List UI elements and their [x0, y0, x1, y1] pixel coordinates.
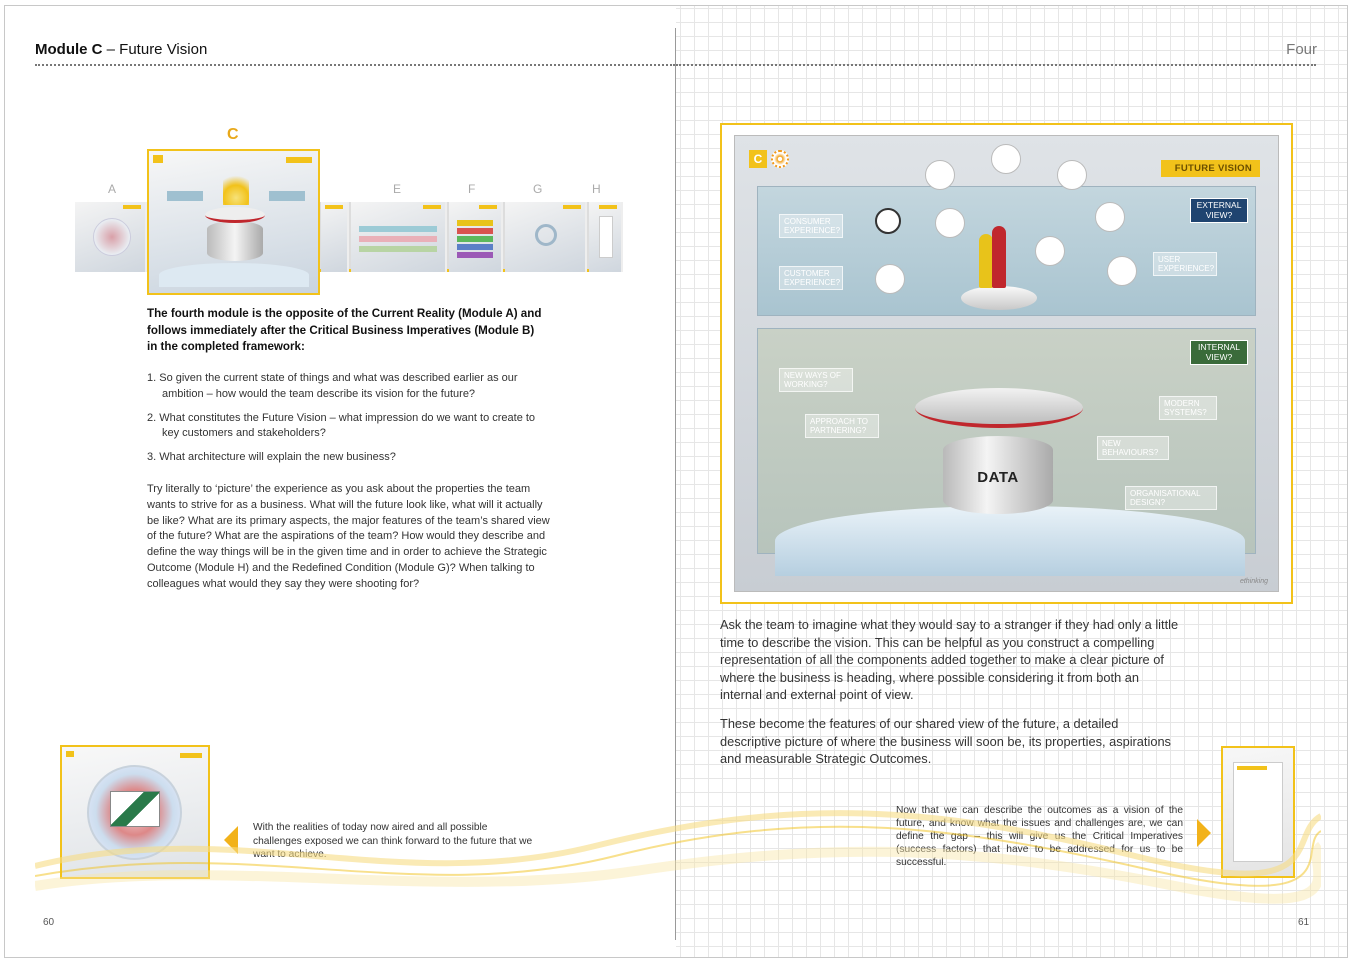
right-page	[676, 6, 1348, 958]
mobile-phone-icon	[925, 160, 955, 190]
module-letter-c: C	[227, 126, 239, 143]
module-d-thumbnail[interactable]	[321, 202, 349, 272]
question-list	[147, 371, 547, 474]
user-experience-label: USER EXPERIENCE?	[1153, 252, 1217, 276]
new-ways-label: NEW WAYS OF WORKING?	[779, 368, 853, 392]
module-letter-e: E	[393, 182, 402, 196]
module-c-badge: C	[749, 150, 767, 168]
question-item: 3. What architecture will explain the new business?	[147, 451, 396, 464]
module-g-thumbnail[interactable]	[505, 202, 587, 272]
shopping-bag-icon	[1057, 160, 1087, 190]
modern-systems-label: MODERN SYSTEMS?	[1159, 396, 1217, 420]
data-cylinder: DATA	[943, 436, 1053, 514]
globe-graphic	[775, 506, 1245, 576]
top-platform-graphic	[961, 286, 1037, 310]
platform-graphic	[915, 388, 1083, 428]
previous-arrow-icon[interactable]	[224, 826, 238, 854]
external-view-label: EXTERNAL VIEW?	[1190, 198, 1248, 223]
body-text-2: These become the features of our shared view of the future, a detailed descriptive picture of where the business will soon be, its properties, aspirations and measurable Strategic Outcomes.	[720, 716, 1171, 766]
body-text: Try literally to ‘picture’ the experience as you ask about the properties the team wants to strive for as a business. What will the future look like, what will it actually be like? What are its primary aspects, the major features of the team’s shared view of the future? What are the aspirations of the team? How would they describe and define the way things will be in the given time and in order to achieve the Strategic Outcome (Module H) and the Redefined Condition (Module G)? When talking to colleagues what would they say they were shooting for?	[147, 483, 550, 590]
module-a-preview-thumbnail[interactable]	[60, 745, 210, 879]
approach-label: APPROACH TO PARTNERING?	[805, 414, 879, 438]
module-h-thumbnail[interactable]	[589, 202, 623, 272]
next-arrow-icon[interactable]	[1197, 819, 1211, 847]
module-letter-f: F	[468, 182, 476, 196]
module-d-preview-thumbnail[interactable]	[1221, 746, 1295, 878]
page-number-left: 60	[43, 917, 55, 928]
future-vision-banner: FUTURE VISION	[1161, 160, 1260, 177]
chapter-label: Four	[1286, 41, 1317, 58]
page-header-title: Module C – Future Vision	[35, 41, 208, 58]
figure-red-graphic	[992, 226, 1006, 288]
football-icon	[875, 208, 901, 234]
customer-experience-label: CUSTOMER EXPERIENCE?	[779, 266, 843, 290]
intro-text: The fourth module is the opposite of the Current Reality (Module A) and follows immediately after the Critical Business Imperatives (Module B) in the completed framework:	[147, 307, 542, 353]
screen-icon	[1035, 236, 1065, 266]
module-letter-h: H	[592, 182, 601, 196]
sun-icon	[771, 150, 789, 168]
left-page	[5, 6, 675, 958]
future-vision-framework-image	[720, 123, 1293, 604]
question-item: 2. What constitutes the Future Vision – what impression do we want to create to key customers and stakeholders?	[147, 411, 536, 440]
body-text-1: Ask the team to imagine what they would say to a stranger if they had only a little time to describe the vision. This can be helpful as you construct a compelling representation of all the components added together to make a clear picture of where the business is heading, where possible considering it from both an internal and external point of view.	[720, 617, 1179, 702]
module-a-thumbnail[interactable]	[75, 202, 147, 272]
laptop-icon	[935, 208, 965, 238]
book-spread	[4, 5, 1348, 958]
module-letter-a: A	[108, 182, 117, 196]
page-number-right: 61	[1298, 917, 1310, 928]
currency-icon	[1107, 256, 1137, 286]
tablet-icon	[991, 144, 1021, 174]
question-item: 1. So given the current state of things and what was described earlier as our ambition – how would the team describe its vision for the future?	[147, 372, 518, 400]
cursor-icon	[875, 264, 905, 294]
module-letter-g: G	[533, 182, 543, 196]
consumer-experience-label: CONSUMER EXPERIENCE?	[779, 214, 843, 238]
figure-yellow-graphic	[979, 234, 993, 288]
header-rule-right	[676, 64, 1316, 66]
header-rule-left	[35, 64, 675, 66]
next-caption: Now that we can describe the outcomes as a vision of the future, and know what the issues and challenges are, we can define the gap – this will give us the Critical Imperatives (success factors) that have to be addressed for us to be successful.	[896, 805, 1183, 868]
internal-view-label: INTERNAL VIEW?	[1190, 340, 1248, 365]
footer-logo: ethinking	[1239, 578, 1268, 585]
module-f-thumbnail[interactable]	[449, 202, 503, 272]
new-behaviours-label: NEW BEHAVIOURS?	[1097, 436, 1169, 460]
organisational-design-label: ORGANISATIONAL DESIGN?	[1125, 486, 1217, 510]
previous-caption: With the realities of today now aired and all possible challenges exposed we can think forward to the future that we want to achieve.	[253, 822, 533, 860]
module-c-thumbnail[interactable]	[147, 149, 320, 295]
car-icon	[1095, 202, 1125, 232]
module-e-thumbnail[interactable]	[351, 202, 447, 272]
